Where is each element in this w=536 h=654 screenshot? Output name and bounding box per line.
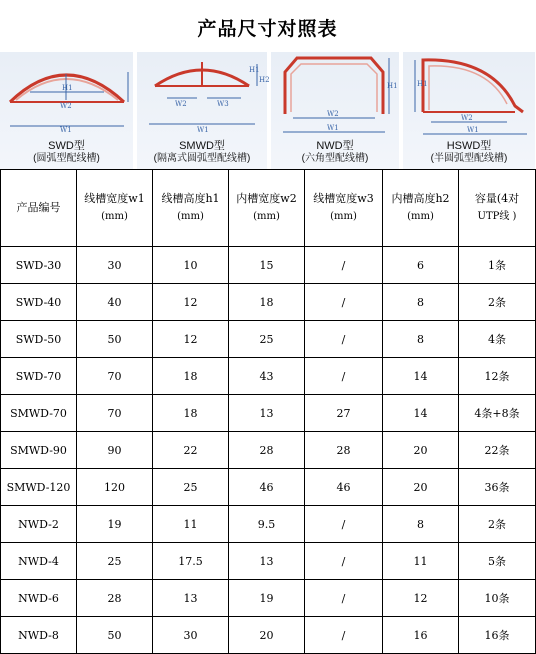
cell-capacity: 2条 xyxy=(459,284,536,321)
header-product-code: 产品编号 xyxy=(1,170,77,247)
diagram-nwd-name: NWD型 xyxy=(316,140,354,152)
nwd-h-label: H1 xyxy=(387,82,398,90)
cell-h2: 11 xyxy=(383,543,459,580)
cell-capacity: 1条 xyxy=(459,247,536,284)
smwd-h1-label: H1 xyxy=(249,66,260,74)
table-row xyxy=(1,432,536,469)
cell-w2: 13 xyxy=(229,543,305,580)
cell-w3: / xyxy=(305,247,383,284)
cell-h1: 12 xyxy=(153,284,229,321)
swd-profile-drawing xyxy=(0,52,133,140)
cell-h1: 30 xyxy=(153,617,229,654)
cell-w3: / xyxy=(305,506,383,543)
cell-h1: 18 xyxy=(153,358,229,395)
header-w2: 内槽宽度w2 (mm) xyxy=(229,170,305,247)
diagram-hswd xyxy=(403,52,535,170)
cell-w1: 50 xyxy=(77,321,153,358)
diagram-hswd-desc: (半圆弧型配线槽) xyxy=(430,153,508,164)
nwd-w1-label: W1 xyxy=(327,124,339,132)
cell-capacity: 5条 xyxy=(459,543,536,580)
cell-w3: 46 xyxy=(305,469,383,506)
diagram-smwd-desc: (隔离式圆弧型配线槽) xyxy=(153,153,251,164)
diagram-nwd-desc: (六角型配线槽) xyxy=(301,153,369,164)
header-w1: 线槽宽度w1 (mm) xyxy=(77,170,153,247)
table-row xyxy=(1,580,536,617)
table-row xyxy=(1,395,536,432)
cell-product-code: NWD-6 xyxy=(1,580,77,617)
cell-w1: 70 xyxy=(77,358,153,395)
cell-product-code: NWD-2 xyxy=(1,506,77,543)
cell-h1: 12 xyxy=(153,321,229,358)
diagram-smwd-name: SMWD型 xyxy=(179,140,225,152)
cell-w1: 70 xyxy=(77,395,153,432)
cell-w1: 19 xyxy=(77,506,153,543)
smwd-w3-label: W3 xyxy=(217,100,229,108)
cell-h2: 12 xyxy=(383,580,459,617)
cell-w3: / xyxy=(305,617,383,654)
cell-capacity: 10条 xyxy=(459,580,536,617)
cell-w3: 28 xyxy=(305,432,383,469)
header-h2: 内槽高度h2 (mm) xyxy=(383,170,459,247)
cell-w1: 30 xyxy=(77,247,153,284)
cell-capacity: 16条 xyxy=(459,617,536,654)
cell-w2: 15 xyxy=(229,247,305,284)
cell-product-code: SWD-40 xyxy=(1,284,77,321)
cell-w2: 28 xyxy=(229,432,305,469)
cell-h2: 6 xyxy=(383,247,459,284)
cell-w1: 40 xyxy=(77,284,153,321)
table-row xyxy=(1,284,536,321)
smwd-h2-label: H2 xyxy=(259,76,270,84)
header-h1: 线槽高度h1 (mm) xyxy=(153,170,229,247)
header-capacity: 容量(4对 UTP线 ) xyxy=(459,170,536,247)
smwd-profile-drawing xyxy=(137,52,270,140)
cell-w3: / xyxy=(305,321,383,358)
diagram-nwd xyxy=(271,52,399,170)
cell-capacity: 12条 xyxy=(459,358,536,395)
cell-capacity: 36条 xyxy=(459,469,536,506)
cell-capacity: 2条 xyxy=(459,506,536,543)
swd-h-label: H1 xyxy=(62,84,73,92)
cell-h1: 18 xyxy=(153,395,229,432)
table-row xyxy=(1,617,536,654)
size-table xyxy=(0,169,536,654)
cell-w3: / xyxy=(305,580,383,617)
smwd-w1-label: W1 xyxy=(197,126,209,134)
cell-product-code: SMWD-90 xyxy=(1,432,77,469)
hswd-profile-drawing xyxy=(403,52,535,140)
cell-capacity: 22条 xyxy=(459,432,536,469)
nwd-profile-drawing xyxy=(271,52,399,140)
cell-capacity: 4条+8条 xyxy=(459,395,536,432)
page-title: 产品尺寸对照表 xyxy=(197,18,338,40)
cell-w1: 120 xyxy=(77,469,153,506)
cell-w2: 20 xyxy=(229,617,305,654)
cell-w3: / xyxy=(305,358,383,395)
header-w3: 线槽宽度w3 (mm) xyxy=(305,170,383,247)
cell-h2: 20 xyxy=(383,469,459,506)
cell-capacity: 4条 xyxy=(459,321,536,358)
cell-h2: 20 xyxy=(383,432,459,469)
diagram-strip xyxy=(0,52,535,170)
hswd-w2-label: W2 xyxy=(461,114,473,122)
table-row xyxy=(1,358,536,395)
cell-w1: 25 xyxy=(77,543,153,580)
cell-w2: 19 xyxy=(229,580,305,617)
cell-h2: 8 xyxy=(383,506,459,543)
diagram-smwd xyxy=(137,52,270,170)
cell-w2: 13 xyxy=(229,395,305,432)
cell-h1: 22 xyxy=(153,432,229,469)
cell-h1: 11 xyxy=(153,506,229,543)
cell-h2: 14 xyxy=(383,358,459,395)
hswd-h-label: H1 xyxy=(417,80,428,88)
table-header-row xyxy=(1,170,536,247)
diagram-hswd-name: HSWD型 xyxy=(446,140,492,152)
swd-w1-label: W1 xyxy=(60,126,72,134)
cell-w1: 50 xyxy=(77,617,153,654)
cell-w2: 25 xyxy=(229,321,305,358)
cell-product-code: SWD-70 xyxy=(1,358,77,395)
cell-h2: 14 xyxy=(383,395,459,432)
cell-h2: 16 xyxy=(383,617,459,654)
cell-w2: 9.5 xyxy=(229,506,305,543)
cell-product-code: SWD-30 xyxy=(1,247,77,284)
cell-product-code: NWD-8 xyxy=(1,617,77,654)
cell-h1: 17.5 xyxy=(153,543,229,580)
table-row xyxy=(1,247,536,284)
cell-w3: / xyxy=(305,284,383,321)
table-row xyxy=(1,543,536,580)
cell-product-code: NWD-4 xyxy=(1,543,77,580)
diagram-swd-desc: (圆弧型配线槽) xyxy=(33,153,100,164)
cell-product-code: SWD-50 xyxy=(1,321,77,358)
table-row xyxy=(1,506,536,543)
table-row xyxy=(1,321,536,358)
nwd-w2-label: W2 xyxy=(327,110,339,118)
smwd-w2-label: W2 xyxy=(175,100,187,108)
cell-w3: 27 xyxy=(305,395,383,432)
cell-w1: 28 xyxy=(77,580,153,617)
cell-h1: 13 xyxy=(153,580,229,617)
cell-h1: 25 xyxy=(153,469,229,506)
table-body xyxy=(1,247,536,654)
swd-w2-label: W2 xyxy=(60,102,72,110)
cell-h1: 10 xyxy=(153,247,229,284)
cell-product-code: SMWD-70 xyxy=(1,395,77,432)
cell-product-code: SMWD-120 xyxy=(1,469,77,506)
cell-h2: 8 xyxy=(383,321,459,358)
hswd-w1-label: W1 xyxy=(467,126,479,134)
cell-w1: 90 xyxy=(77,432,153,469)
diagram-swd-name: SWD型 xyxy=(48,140,85,152)
diagram-swd xyxy=(0,52,133,170)
table-row xyxy=(1,469,536,506)
cell-w2: 43 xyxy=(229,358,305,395)
cell-w3: / xyxy=(305,543,383,580)
cell-w2: 46 xyxy=(229,469,305,506)
cell-w2: 18 xyxy=(229,284,305,321)
cell-h2: 8 xyxy=(383,284,459,321)
